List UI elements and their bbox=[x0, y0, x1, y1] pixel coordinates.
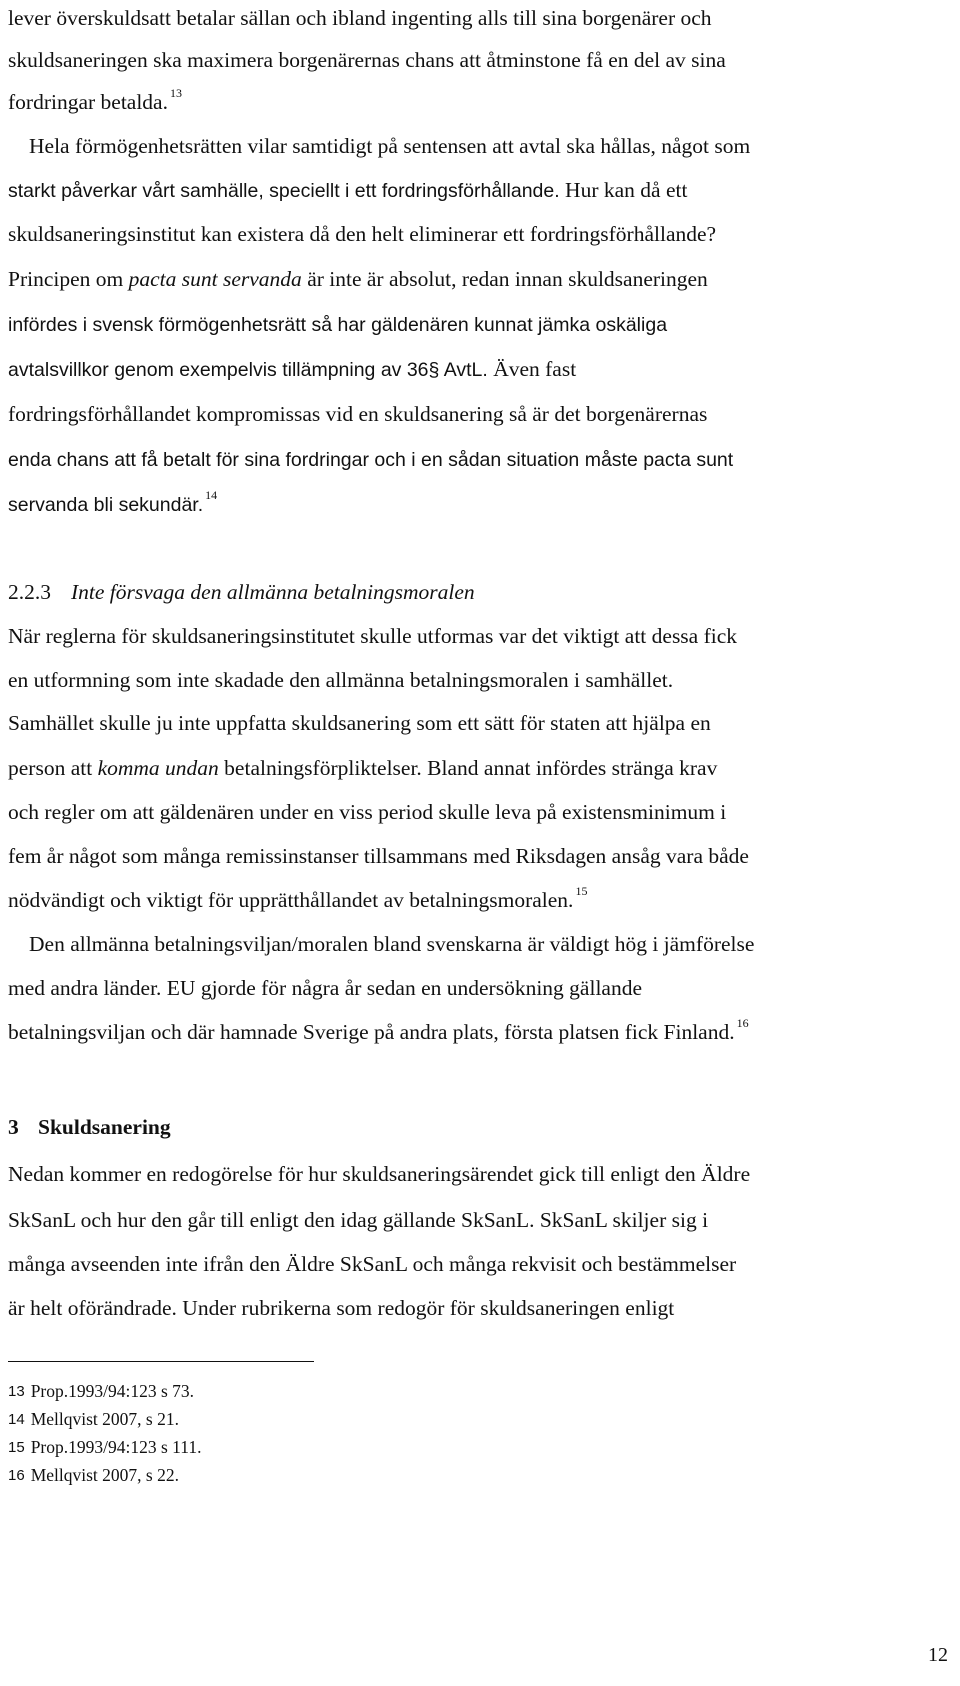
footnote-number: 15 bbox=[8, 1439, 25, 1456]
footnote-separator bbox=[8, 1361, 314, 1362]
text: många avseenden inte ifrån den Äldre SkSanL och många rekvisit och bestämmelser bbox=[8, 1252, 737, 1276]
body-line bbox=[8, 1250, 736, 1278]
footnote bbox=[8, 1436, 201, 1460]
body-line bbox=[8, 176, 687, 205]
body-line bbox=[8, 754, 717, 782]
section-title: Skuldsanering bbox=[38, 1115, 171, 1139]
body-line bbox=[8, 709, 711, 737]
text: person att bbox=[8, 756, 98, 780]
section-number: 2.2.3 bbox=[8, 580, 51, 604]
body-line bbox=[29, 930, 754, 958]
body-line bbox=[8, 220, 716, 248]
text: servanda bli sekundär. bbox=[8, 494, 204, 516]
text: skuldsaneringen ska maximera borgenärernas chans att åtminstone få en del av sina bbox=[8, 48, 726, 72]
text: Även fast bbox=[487, 357, 577, 381]
text: betalningsviljan och där hamnade Sverige på andra plats, första platsen fick Finland. bbox=[8, 1020, 735, 1044]
body-line bbox=[8, 310, 667, 339]
body-line bbox=[8, 4, 712, 32]
text: starkt påverkar vårt samhälle, speciellt i ett fordringsförhållande. bbox=[8, 180, 560, 202]
text: Hela förmögenhetsrätten vilar samtidigt på sentensen att avtal ska hållas, något som bbox=[29, 134, 751, 158]
body-line bbox=[8, 798, 726, 826]
body-line bbox=[8, 842, 749, 870]
body-line bbox=[8, 974, 642, 1002]
text: skuldsaneringsinstitut kan existera då den helt eliminerar ett fordringsförhållande? bbox=[8, 222, 717, 246]
body-line bbox=[8, 46, 726, 74]
body-line bbox=[8, 886, 587, 917]
body-line bbox=[8, 1294, 674, 1322]
body-line bbox=[8, 622, 737, 650]
footnote-number: 13 bbox=[8, 1383, 25, 1400]
emphasis: komma undan bbox=[97, 756, 219, 780]
body-line bbox=[8, 666, 673, 694]
text: är inte är absolut, redan innan skuldsaneringen bbox=[301, 267, 708, 291]
body-line bbox=[8, 355, 576, 384]
footnote-ref: 14 bbox=[205, 488, 218, 502]
footnote-text: Mellqvist 2007, s 22. bbox=[30, 1465, 179, 1485]
footnote-ref: 16 bbox=[736, 1016, 749, 1030]
footnote-text: Prop.1993/94:123 s 111. bbox=[30, 1437, 202, 1457]
text: Nedan kommer en redogörelse för hur skuldsaneringsärendet gick till enligt den Äldre bbox=[8, 1162, 751, 1186]
body-line bbox=[8, 1206, 708, 1234]
text: Samhället skulle ju inte uppfatta skuldsanering som ett sätt för staten att hjälpa en bbox=[8, 711, 711, 735]
text: nödvändigt och viktigt för upprätthållandet av betalningsmoralen. bbox=[8, 888, 574, 912]
text: Den allmänna betalningsviljan/moralen bland svenskarna är väldigt hög i jämförelse bbox=[29, 932, 755, 956]
body-line bbox=[8, 88, 182, 119]
body-line bbox=[8, 1018, 749, 1049]
text: fordringar betalda. bbox=[8, 90, 168, 114]
section-heading bbox=[8, 1113, 171, 1141]
text: med andra länder. EU gjorde för några år sedan en undersökning gällande bbox=[8, 976, 643, 1000]
section-heading bbox=[8, 578, 475, 606]
body-line bbox=[8, 490, 217, 521]
text: är helt oförändrade. Under rubrikerna som redogör för skuldsaneringen enligt bbox=[8, 1296, 675, 1320]
text: en utformning som inte skadade den allmänna betalningsmoralen i samhället. bbox=[8, 668, 674, 692]
section-title: Inte försvaga den allmänna betalningsmoralen bbox=[71, 580, 475, 604]
footnote-ref: 15 bbox=[575, 884, 588, 898]
body-line bbox=[8, 445, 733, 474]
section-number: 3 bbox=[8, 1115, 19, 1139]
text: Hur kan då ett bbox=[559, 178, 688, 202]
body-line bbox=[29, 132, 750, 160]
footnote-number: 16 bbox=[8, 1467, 25, 1484]
text: betalningsförpliktelser. Bland annat infördes stränga krav bbox=[218, 756, 718, 780]
footnote-ref: 13 bbox=[169, 86, 182, 100]
footnote-text: Mellqvist 2007, s 21. bbox=[30, 1409, 179, 1429]
body-line bbox=[8, 400, 707, 428]
text: När reglerna för skuldsaneringsinstitutet skulle utformas var det viktigt att dessa fick bbox=[8, 624, 738, 648]
footnote bbox=[8, 1408, 179, 1432]
text: och regler om att gäldenären under en viss period skulle leva på existensminimum i bbox=[8, 800, 727, 824]
body-line bbox=[8, 265, 708, 293]
text: infördes i svensk förmögenhetsrätt så har gäldenären kunnat jämka oskäliga bbox=[8, 314, 668, 336]
text: lever överskuldsatt betalar sällan och ibland ingenting alls till sina borgenärer och bbox=[8, 6, 712, 30]
text: fordringsförhållandet kompromissas vid en skuldsanering så är det borgenärernas bbox=[8, 402, 708, 426]
page-number: 12 bbox=[928, 1644, 948, 1666]
text: avtalsvillkor genom exempelvis tillämpning av 36§ AvtL. bbox=[8, 359, 488, 381]
text: fem år något som många remissinstanser tillsammans med Riksdagen ansåg vara både bbox=[8, 844, 749, 868]
latin-phrase: pacta sunt servanda bbox=[128, 267, 302, 291]
footnote-text: Prop.1993/94:123 s 73. bbox=[30, 1381, 195, 1401]
text: Principen om bbox=[8, 267, 129, 291]
body-line bbox=[8, 1160, 750, 1188]
footnote-number: 14 bbox=[8, 1411, 25, 1428]
footnote bbox=[8, 1380, 194, 1404]
text: SkSanL och hur den går till enligt den idag gällande SkSanL. SkSanL skiljer sig i bbox=[8, 1208, 709, 1232]
footnote bbox=[8, 1464, 179, 1488]
text: enda chans att få betalt för sina fordringar och i en sådan situation måste pacta sunt bbox=[8, 449, 734, 471]
